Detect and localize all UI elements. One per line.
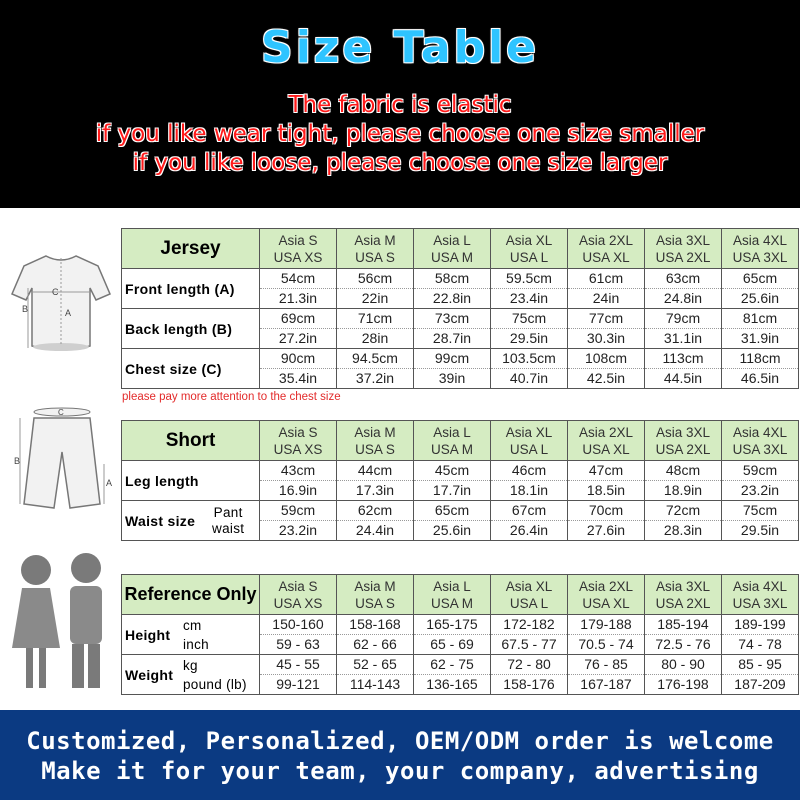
diagram-letter-c2: C <box>58 408 64 417</box>
short-size-table <box>121 420 799 541</box>
table-cell: 72cm 28.3in <box>645 501 722 541</box>
unit-pound: pound (lb) <box>183 676 247 692</box>
shorts-diagram-icon <box>12 404 112 524</box>
footer-line-customized: Customized, Personalized, OEM/ODM order is welcome <box>26 727 774 755</box>
table-cell: 59cm 23.2in <box>260 501 337 541</box>
size-header: Asia 2XL USA XL <box>568 421 645 461</box>
unit-inch: inch <box>183 636 209 652</box>
table-cell: 59cm 23.2in <box>722 461 799 501</box>
row-label-leg-length: Leg length <box>122 461 260 501</box>
table-cell: 94.5cm 37.2in <box>337 349 414 389</box>
table-cell: 70cm 27.6in <box>568 501 645 541</box>
row-label-chest-size: Chest size (C) <box>122 349 260 389</box>
table-cell: 103.5cm 40.7in <box>491 349 568 389</box>
table-cell: 81cm 31.9in <box>722 309 799 349</box>
table-cell: 99cm 39in <box>414 349 491 389</box>
table-cell: 189-199 74 - 78 <box>722 615 799 655</box>
table-cell: 62 - 75 136-165 <box>414 655 491 695</box>
unit-cm: cm <box>183 617 202 633</box>
size-header: Asia L USA M <box>414 575 491 615</box>
diagram-letter-b: B <box>22 304 29 314</box>
table-cell: 59.5cm 23.4in <box>491 269 568 309</box>
table-cell: 46cm 18.1in <box>491 461 568 501</box>
unit-kg: kg <box>183 657 198 673</box>
table-cell: 158-168 62 - 66 <box>337 615 414 655</box>
weight-label: Weight <box>125 666 174 683</box>
table-cell: 71cm 28in <box>337 309 414 349</box>
table-cell: 76 - 85 167-187 <box>568 655 645 695</box>
jersey-diagram-icon <box>8 250 114 360</box>
diagram-letter-c: C <box>52 287 59 297</box>
size-header: Asia M USA S <box>337 229 414 269</box>
table-cell: 118cm 46.5in <box>722 349 799 389</box>
table-cell: 52 - 65 114-143 <box>337 655 414 695</box>
footer-banner <box>0 710 800 800</box>
table-cell: 80 - 90 176-198 <box>645 655 722 695</box>
table-cell: 75cm 29.5in <box>491 309 568 349</box>
table-cell: 69cm 27.2in <box>260 309 337 349</box>
table-cell: 65cm 25.6in <box>722 269 799 309</box>
table-cell: 75cm 29.5in <box>722 501 799 541</box>
note-tight: if you like wear tight, please choose one size smaller <box>95 121 705 147</box>
table-cell: 48cm 18.9in <box>645 461 722 501</box>
note-elastic: The fabric is elastic <box>288 92 512 118</box>
size-header: Asia S USA XS <box>260 421 337 461</box>
size-header: Asia 2XL USA XL <box>568 229 645 269</box>
table-cell: 77cm 30.3in <box>568 309 645 349</box>
table-cell: 185-194 72.5 - 76 <box>645 615 722 655</box>
table-cell: 65cm 25.6in <box>414 501 491 541</box>
size-header: Asia 3XL USA 2XL <box>645 575 722 615</box>
table-cell: 61cm 24in <box>568 269 645 309</box>
height-label: Height <box>125 626 171 643</box>
row-label-back-length: Back length (B) <box>122 309 260 349</box>
table-cell: 90cm 35.4in <box>260 349 337 389</box>
table-cell: 58cm 22.8in <box>414 269 491 309</box>
pant-waist-label: Pant waist <box>212 504 245 536</box>
size-header: Asia XL USA L <box>491 229 568 269</box>
size-header: Asia S USA XS <box>260 229 337 269</box>
row-label-height <box>122 615 260 655</box>
jersey-header: Jersey <box>122 229 260 269</box>
size-header: Asia 4XL USA 3XL <box>722 575 799 615</box>
table-cell: 73cm 28.7in <box>414 309 491 349</box>
short-header: Short <box>122 421 260 461</box>
size-header: Asia M USA S <box>337 421 414 461</box>
size-header: Asia 4XL USA 3XL <box>722 421 799 461</box>
table-cell: 63cm 24.8in <box>645 269 722 309</box>
table-cell: 45cm 17.7in <box>414 461 491 501</box>
table-cell: 113cm 44.5in <box>645 349 722 389</box>
size-header: Asia 3XL USA 2XL <box>645 421 722 461</box>
table-cell: 172-182 67.5 - 77 <box>491 615 568 655</box>
size-header: Asia 3XL USA 2XL <box>645 229 722 269</box>
table-cell: 108cm 42.5in <box>568 349 645 389</box>
table-cell: 47cm 18.5in <box>568 461 645 501</box>
reference-size-table <box>121 574 799 695</box>
page-title: Size Table <box>261 22 539 73</box>
size-header: Asia M USA S <box>337 575 414 615</box>
size-header: Asia XL USA L <box>491 421 568 461</box>
table-cell: 79cm 31.1in <box>645 309 722 349</box>
note-loose: if you like loose, please choose one size larger <box>132 150 668 176</box>
jersey-size-table <box>121 228 799 389</box>
row-label-front-length: Front length (A) <box>122 269 260 309</box>
table-cell: 179-188 70.5 - 74 <box>568 615 645 655</box>
row-label-waist-size <box>122 501 260 541</box>
size-header: Asia XL USA L <box>491 575 568 615</box>
table-cell: 72 - 80 158-176 <box>491 655 568 695</box>
table-cell: 43cm 16.9in <box>260 461 337 501</box>
size-header: Asia S USA XS <box>260 575 337 615</box>
row-label-weight <box>122 655 260 695</box>
reference-header: Reference Only <box>122 575 260 615</box>
table-cell: 45 - 55 99-121 <box>260 655 337 695</box>
diagram-letter-a: A <box>65 308 72 318</box>
size-header: Asia 4XL USA 3XL <box>722 229 799 269</box>
table-cell: 85 - 95 187-209 <box>722 655 799 695</box>
table-cell: 67cm 26.4in <box>491 501 568 541</box>
size-header: Asia L USA M <box>414 421 491 461</box>
table-cell: 56cm 22in <box>337 269 414 309</box>
table-cell: 44cm 17.3in <box>337 461 414 501</box>
table-cell: 150-160 59 - 63 <box>260 615 337 655</box>
people-figures-icon <box>6 548 118 698</box>
chest-size-warning: please pay more attention to the chest size <box>122 391 341 403</box>
table-cell: 54cm 21.3in <box>260 269 337 309</box>
size-header: Asia L USA M <box>414 229 491 269</box>
table-cell: 62cm 24.4in <box>337 501 414 541</box>
size-header: Asia 2XL USA XL <box>568 575 645 615</box>
table-cell: 165-175 65 - 69 <box>414 615 491 655</box>
waist-size-label: Waist size <box>125 512 196 529</box>
diagram-letter-a2: A <box>106 478 112 488</box>
footer-line-team: Make it for your team, your company, advertising <box>41 757 759 785</box>
diagram-letter-b2: B <box>14 456 21 466</box>
